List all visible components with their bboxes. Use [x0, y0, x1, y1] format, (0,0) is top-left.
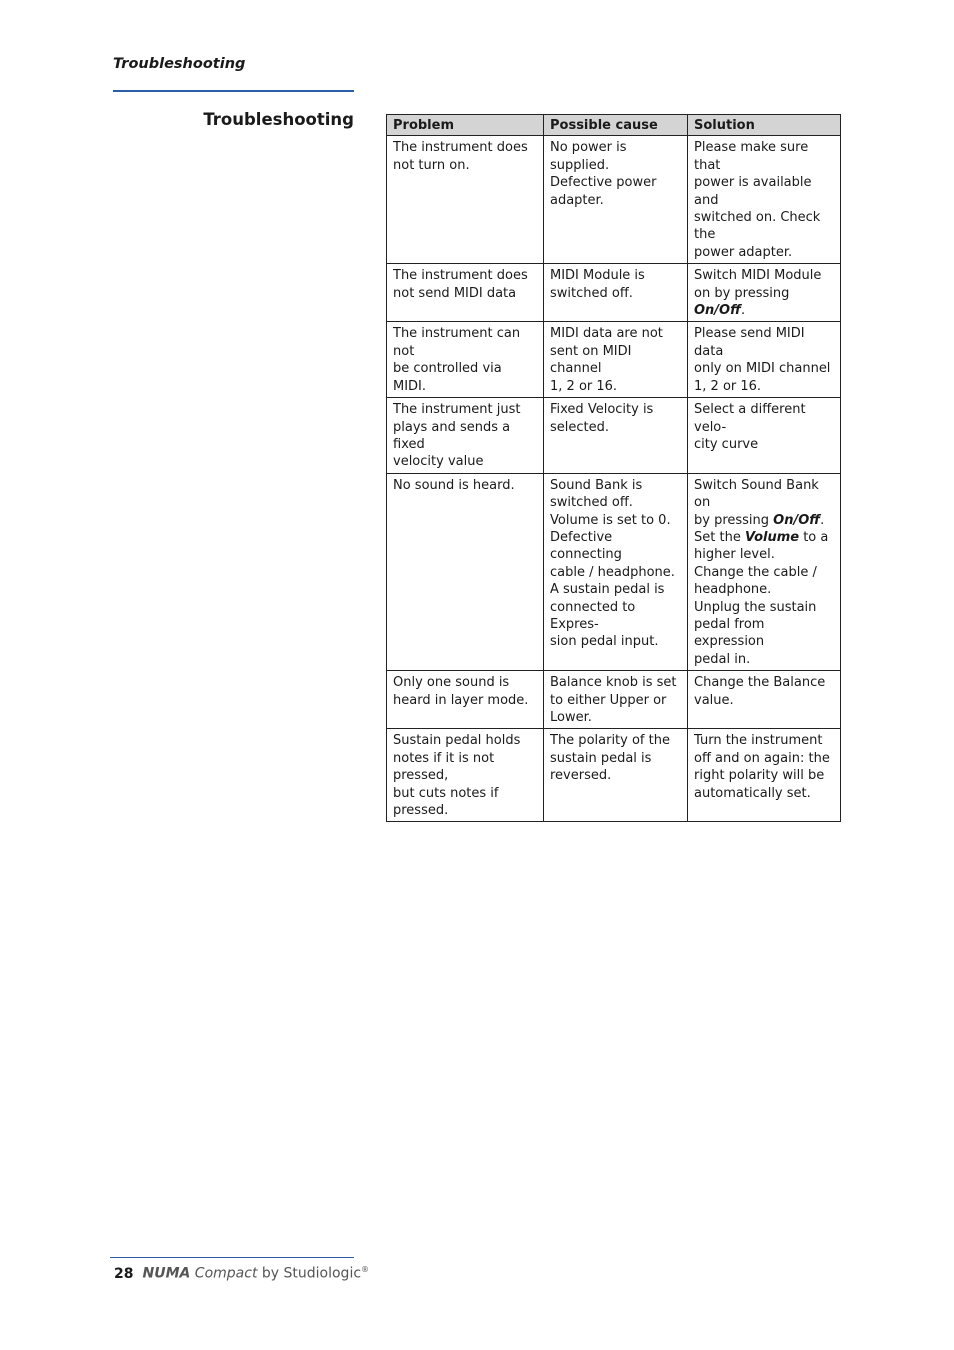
- header-rule: [113, 90, 354, 92]
- footer-rule: [110, 1257, 354, 1258]
- cause-cell: Balance knob is set to either Upper or Lower.: [544, 671, 688, 729]
- problem-cell: The instrument does not send MIDI data: [387, 264, 544, 322]
- table-row: [387, 398, 841, 474]
- table-row: [387, 322, 841, 398]
- solution-cell: Select a different velo- city curve: [688, 398, 841, 474]
- solution-cell: Switch Sound Bank on by pressing On/Off. Set the Volume to a higher level. Change the cable / headphone. Unplug the sustain pedal from expression pedal in.: [688, 473, 841, 670]
- troubleshooting-table: [386, 114, 841, 822]
- solution-cell: Turn the instrument off and on again: the right polarity will be automatically set.: [688, 729, 841, 822]
- section-title: Troubleshooting: [203, 110, 354, 129]
- cause-cell: No power is supplied. Defective power adapter.: [544, 136, 688, 264]
- table-header-row: [387, 115, 841, 136]
- running-head: Troubleshooting: [113, 56, 246, 72]
- solution-cell: Switch MIDI Module on by pressing On/Off.: [688, 264, 841, 322]
- page-footer: [114, 1265, 369, 1282]
- problem-cell: No sound is heard.: [387, 473, 544, 670]
- cause-cell: MIDI Module is switched off.: [544, 264, 688, 322]
- table-row: [387, 729, 841, 822]
- table-row: [387, 671, 841, 729]
- table-row: [387, 136, 841, 264]
- solution-cell: Please send MIDI data only on MIDI channel 1, 2 or 16.: [688, 322, 841, 398]
- table-row: [387, 264, 841, 322]
- header-solution: Solution: [688, 115, 841, 136]
- problem-cell: The instrument can not be controlled via MIDI.: [387, 322, 544, 398]
- cause-cell: The polarity of the sustain pedal is reversed.: [544, 729, 688, 822]
- product-name: NUMA Compact: [142, 1265, 258, 1282]
- header-problem: Problem: [387, 115, 544, 136]
- cause-cell: Fixed Velocity is selected.: [544, 398, 688, 474]
- problem-cell: The instrument does not turn on.: [387, 136, 544, 264]
- problem-cell: Only one sound is heard in layer mode.: [387, 671, 544, 729]
- header-possible-cause: Possible cause: [544, 115, 688, 136]
- table-row: [387, 473, 841, 670]
- problem-cell: The instrument just plays and sends a fixed velocity value: [387, 398, 544, 474]
- cause-cell: Sound Bank is switched off. Volume is set to 0. Defective connecting cable / headphone. A sustain pedal is connected to Expres- sion pedal input.: [544, 473, 688, 670]
- page-number: 28: [114, 1265, 134, 1282]
- cause-cell: MIDI data are not sent on MIDI channel 1, 2 or 16.: [544, 322, 688, 398]
- solution-cell: Change the Balance value.: [688, 671, 841, 729]
- registered-mark: ®: [361, 1265, 370, 1274]
- solution-cell: Please make sure that power is available and switched on. Check the power adapter.: [688, 136, 841, 264]
- manufacturer: by Studiologic: [257, 1265, 362, 1282]
- problem-cell: Sustain pedal holds notes if it is not pressed, but cuts notes if pressed.: [387, 729, 544, 822]
